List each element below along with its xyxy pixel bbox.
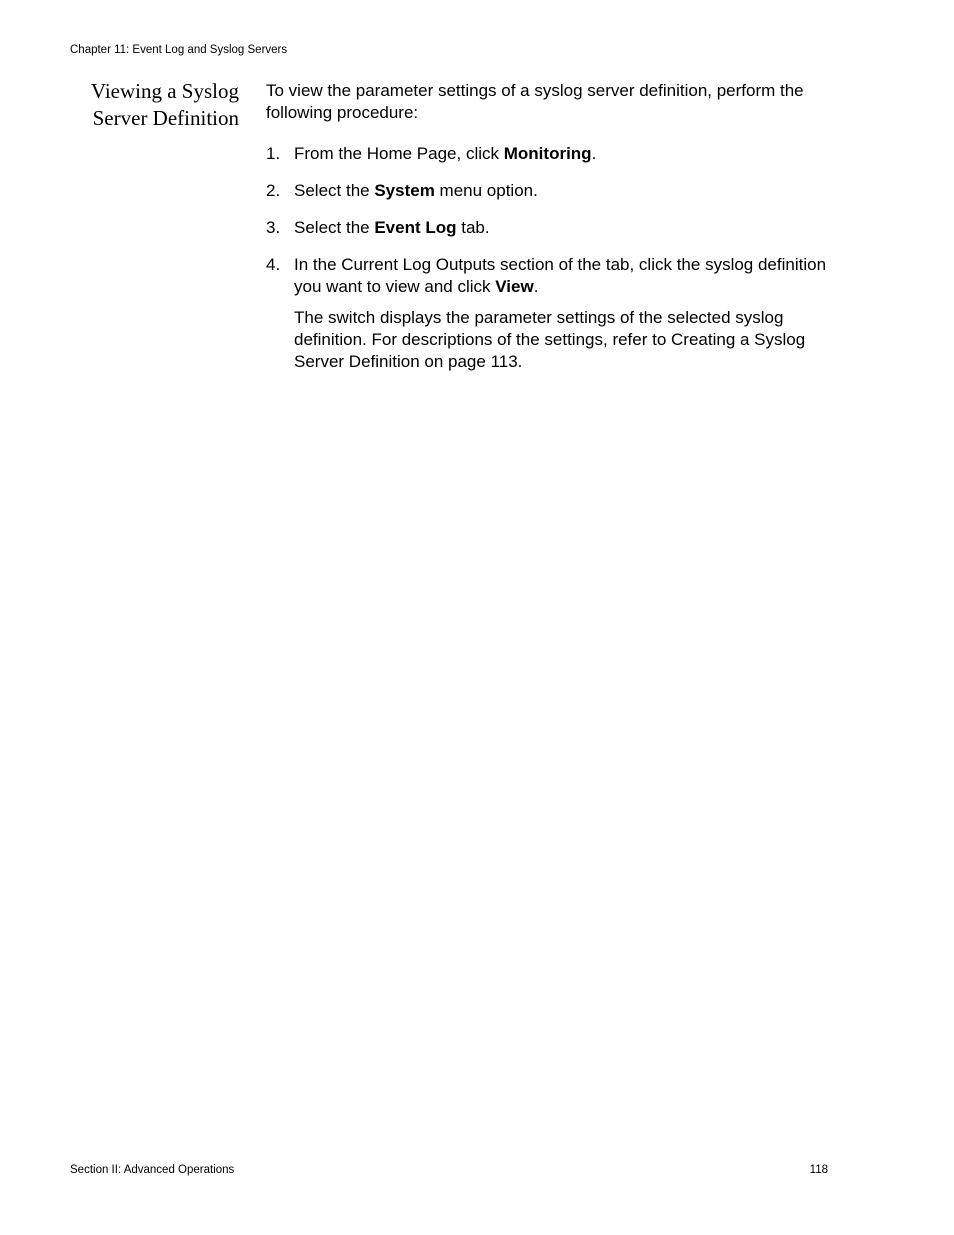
step-text-part: Select the [294,181,375,200]
section-heading [70,78,239,132]
step-text-part: . [591,144,597,163]
procedure-steps [266,143,836,373]
step-text-part: In the Current Log Outputs section of the tab, click the syslog definition you want to view and click [294,255,827,296]
running-footer-section: Section II: Advanced Operations [70,1164,235,1176]
running-header: Chapter 11: Event Log and Syslog Servers [70,44,288,56]
step-ui-term: View [495,277,534,296]
step-number: 1. [266,144,281,163]
procedure-step [266,254,836,373]
section-heading-line2: Server Definition [92,106,239,130]
step-text [294,181,538,200]
section-body [266,80,836,388]
procedure-step [266,217,836,239]
step-text-part: menu option. [434,181,538,200]
step-number: 4. [266,255,281,274]
step-note: The switch displays the parameter settings of the selected syslog definition. For descriptions of the settings, refer to Creating a Syslog Server Definition on page 113. [294,308,806,371]
intro-paragraph: To view the parameter settings of a syslog server definition, perform the following procedure: [266,81,804,122]
step-ui-term: Monitoring [503,144,592,163]
step-number: 3. [266,218,281,237]
step-text-part: tab. [456,218,490,237]
page-number: 118 [809,1164,828,1176]
step-text-part: . [533,277,539,296]
step-ui-term: System [374,181,435,200]
step-text [294,255,826,296]
procedure-step [266,143,836,165]
step-text-part: Select the [294,218,375,237]
step-ui-term: Event Log [374,218,457,237]
step-text-part: From the Home Page, click [294,144,504,163]
step-text [294,218,490,237]
step-number: 2. [266,181,281,200]
procedure-step [266,180,836,202]
step-text [294,144,596,163]
section-heading-line1: Viewing a Syslog [90,79,239,103]
